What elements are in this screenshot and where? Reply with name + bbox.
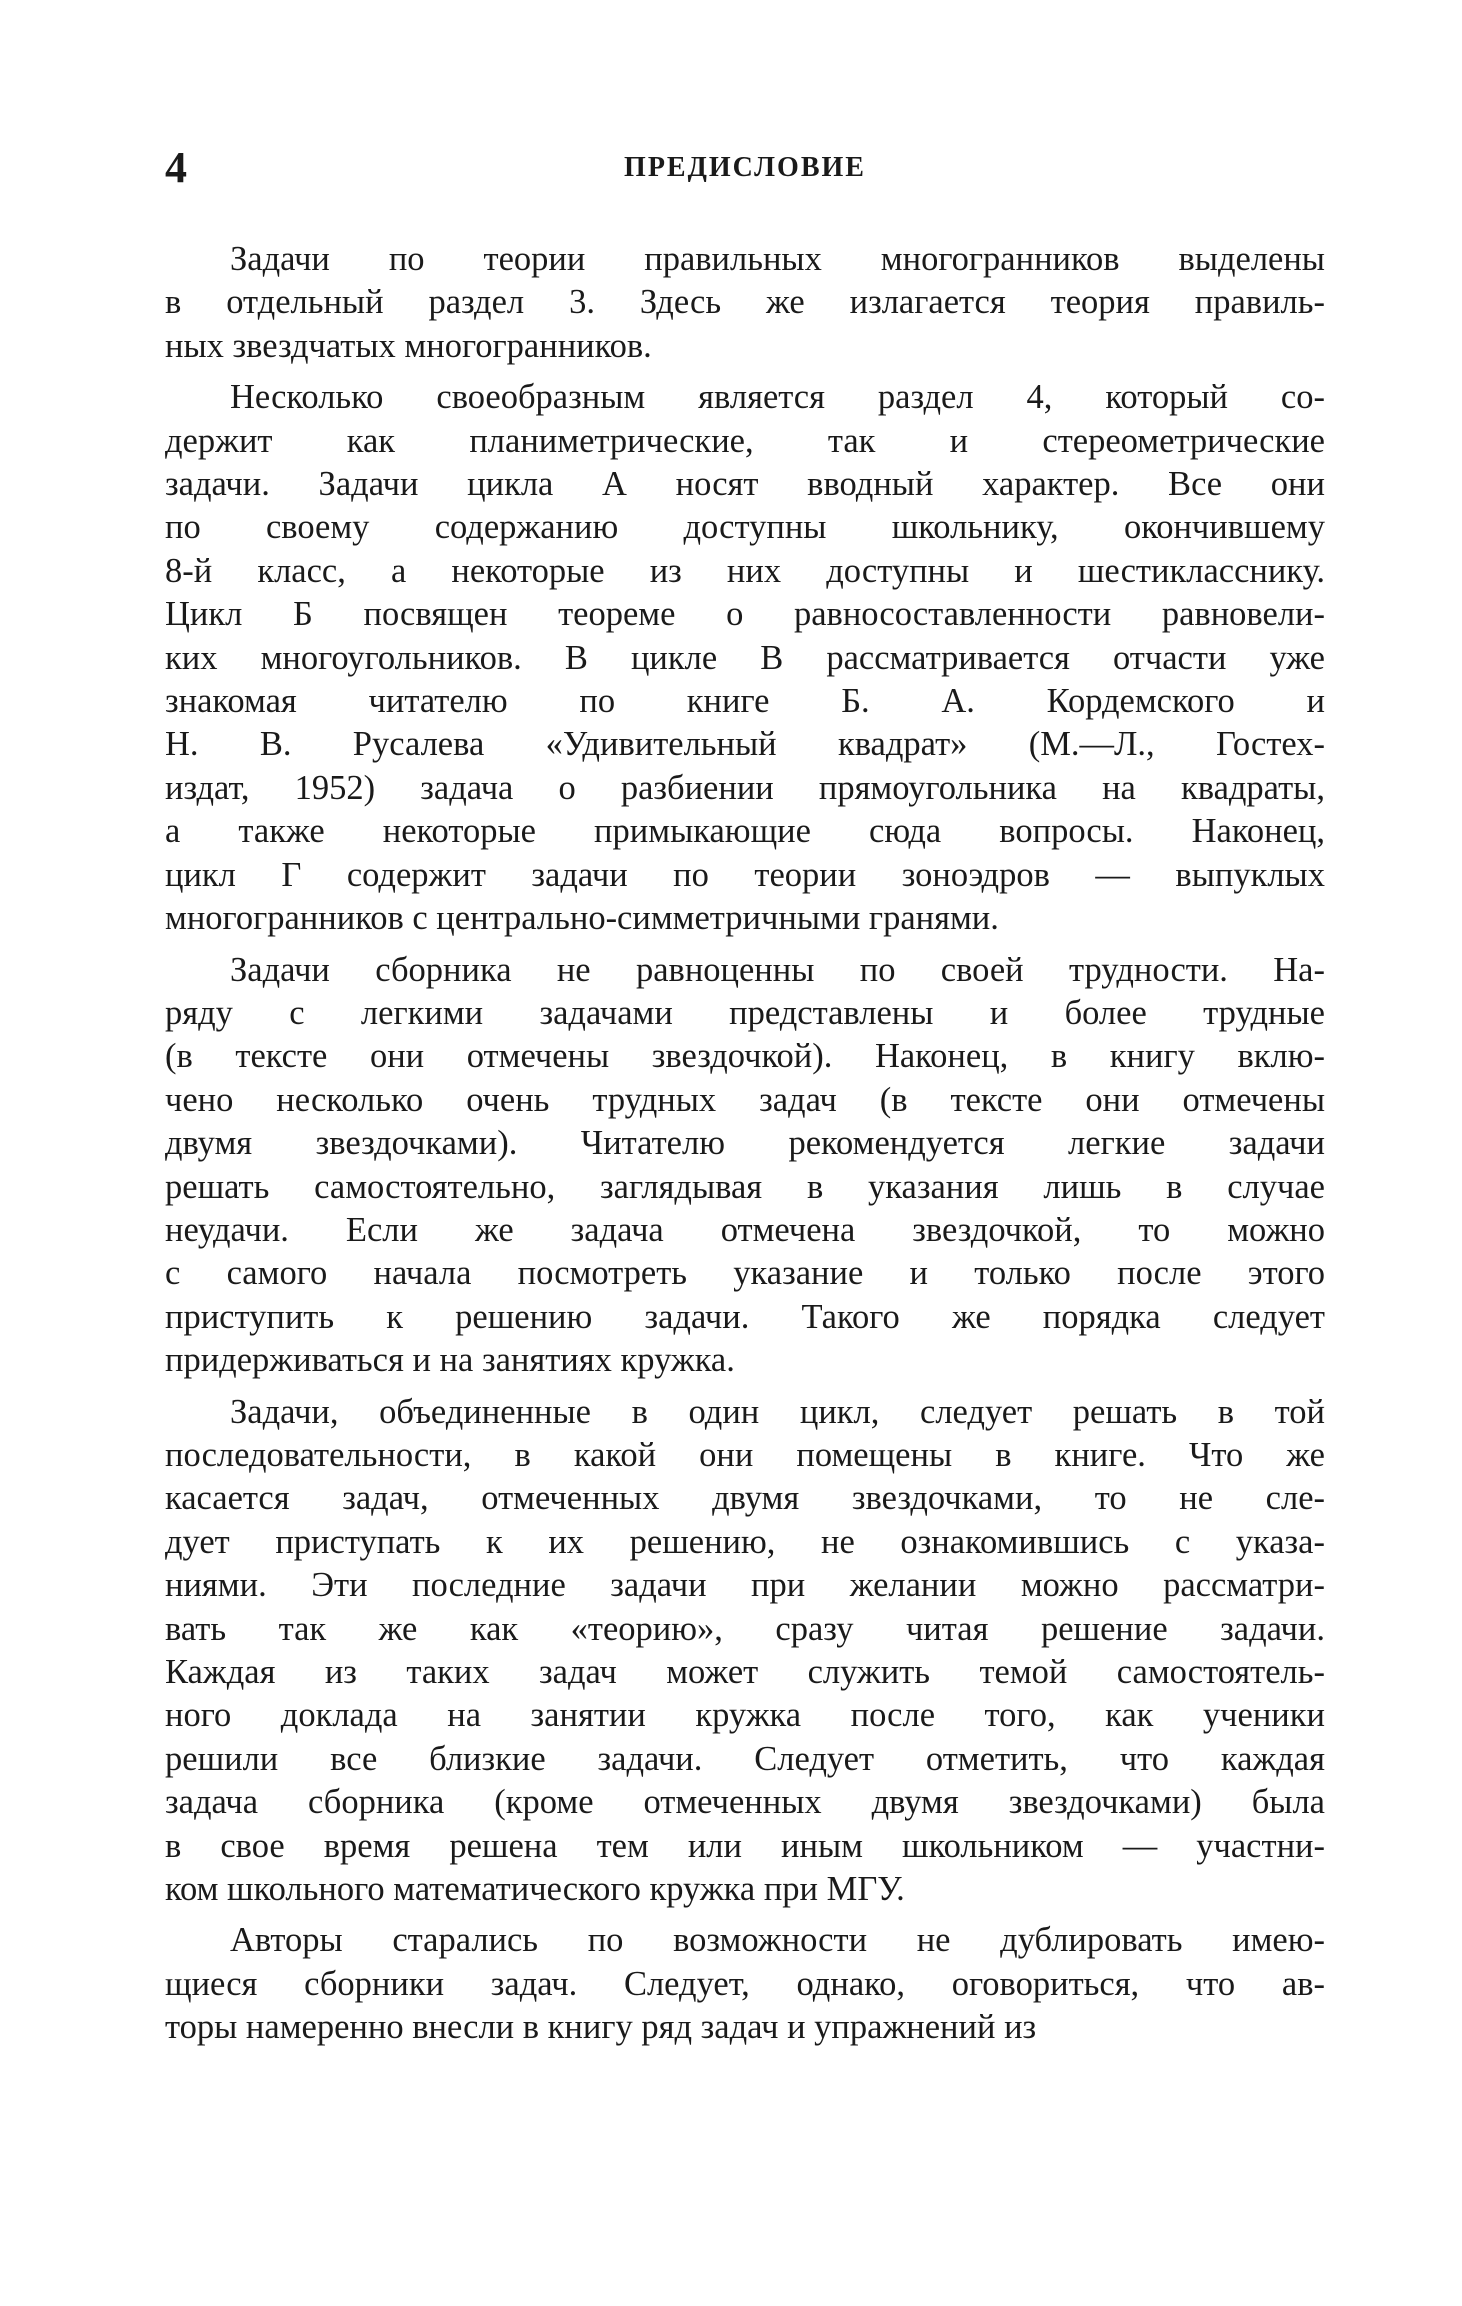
text-line: решили все близкие задачи. Следует отметить, что каждая — [165, 1739, 1325, 1778]
text-line: многогранников с центрально-симметричными гранями. — [165, 899, 999, 938]
text-line: Н. В. Русалева «Удивительный квадрат» (М.—Л., Гостех- — [165, 725, 1325, 764]
paragraph — [165, 1919, 1325, 2049]
text-line: вать так же как «теорию», сразу читая решение задачи. — [165, 1609, 1325, 1648]
text-line: в отдельный раздел 3. Здесь же излагается теория правиль- — [165, 283, 1325, 322]
text-line: Задачи сборника не равноценны по своей трудности. На- — [230, 950, 1325, 989]
text-line: двумя звездочками). Читателю рекомендуется легкие задачи — [165, 1124, 1325, 1163]
body-text — [165, 238, 1325, 2050]
text-line: держит как планиметрические, так и стереометрические — [165, 421, 1325, 460]
text-line: неудачи. Если же задача отмечена звездочкой, то можно — [165, 1210, 1325, 1249]
paragraph — [165, 376, 1325, 940]
text-line: щиеся сборники задач. Следует, однако, оговориться, что ав- — [165, 1964, 1325, 2003]
page-header — [165, 138, 1325, 198]
text-line: касается задач, отмеченных двумя звездочками, то не сле- — [165, 1479, 1325, 1518]
text-line: торы намеренно внесли в книгу ряд задач и упражнений из — [165, 2008, 1037, 2047]
running-head: ПРЕДИСЛОВИЕ — [624, 152, 866, 183]
text-line: с самого начала посмотреть указание и только после этого — [165, 1254, 1325, 1293]
text-line: ком школьного математического кружка при МГУ. — [165, 1870, 905, 1909]
text-line: ного доклада на занятии кружка после того, как ученики — [165, 1696, 1325, 1735]
text-line: ниями. Эти последние задачи при желании можно рассматри- — [165, 1566, 1325, 1605]
text-line: задача сборника (кроме отмеченных двумя звездочками) была — [165, 1783, 1325, 1822]
text-line: а также некоторые примыкающие сюда вопросы. Наконец, — [165, 812, 1325, 851]
text-line: решать самостоятельно, заглядывая в указания лишь в случае — [165, 1167, 1325, 1206]
text-line: ных звездчатых многогранников. — [165, 326, 652, 365]
text-line: придерживаться и на занятиях кружка. — [165, 1341, 735, 1380]
paragraph — [165, 1391, 1325, 1912]
text-line: Авторы старались по возможности не дублировать имею- — [230, 1921, 1325, 1960]
page-number: 4 — [165, 143, 187, 192]
text-line: ряду с легкими задачами представлены и более трудные — [165, 993, 1325, 1032]
text-line: Несколько своеобразным является раздел 4, который со- — [230, 378, 1325, 417]
text-line: последовательности, в какой они помещены в книге. Что же — [165, 1435, 1325, 1474]
paragraph — [165, 238, 1325, 368]
text-line: чено несколько очень трудных задач (в тексте они отмечены — [165, 1080, 1325, 1119]
text-line: 8-й класс, а некоторые из них доступны и шестикласснику. — [165, 551, 1325, 590]
text-line: Задачи, объединенные в один цикл, следует решать в той — [230, 1392, 1325, 1431]
text-line: приступить к решению задачи. Такого же порядка следует — [165, 1297, 1325, 1336]
text-line: задачи. Задачи цикла А носят вводный характер. Все они — [165, 465, 1325, 504]
text-line: ких многоугольников. В цикле В рассматривается отчасти уже — [165, 638, 1325, 677]
text-line: (в тексте они отмечены звездочкой). Наконец, в книгу вклю- — [165, 1037, 1325, 1076]
text-line: Цикл Б посвящен теореме о равносоставленности равновели- — [165, 595, 1325, 634]
text-line: в свое время решена тем или иным школьником — участни- — [165, 1826, 1325, 1865]
text-line: цикл Г содержит задачи по теории зоноэдров — выпуклых — [165, 855, 1325, 894]
text-line: дует приступать к их решению, не ознакомившись с указа- — [165, 1522, 1325, 1561]
text-line: Каждая из таких задач может служить темой самостоятель- — [165, 1653, 1325, 1691]
text-line: издат, 1952) задача о разбиении прямоугольника на квадраты, — [165, 768, 1325, 807]
text-line: по своему содержанию доступны школьнику, окончившему — [165, 508, 1325, 547]
paragraph — [165, 949, 1325, 1383]
text-line: знакомая читателю по книге Б. А. Кордемского и — [165, 682, 1325, 721]
text-line: Задачи по теории правильных многогранников выделены — [230, 240, 1325, 278]
